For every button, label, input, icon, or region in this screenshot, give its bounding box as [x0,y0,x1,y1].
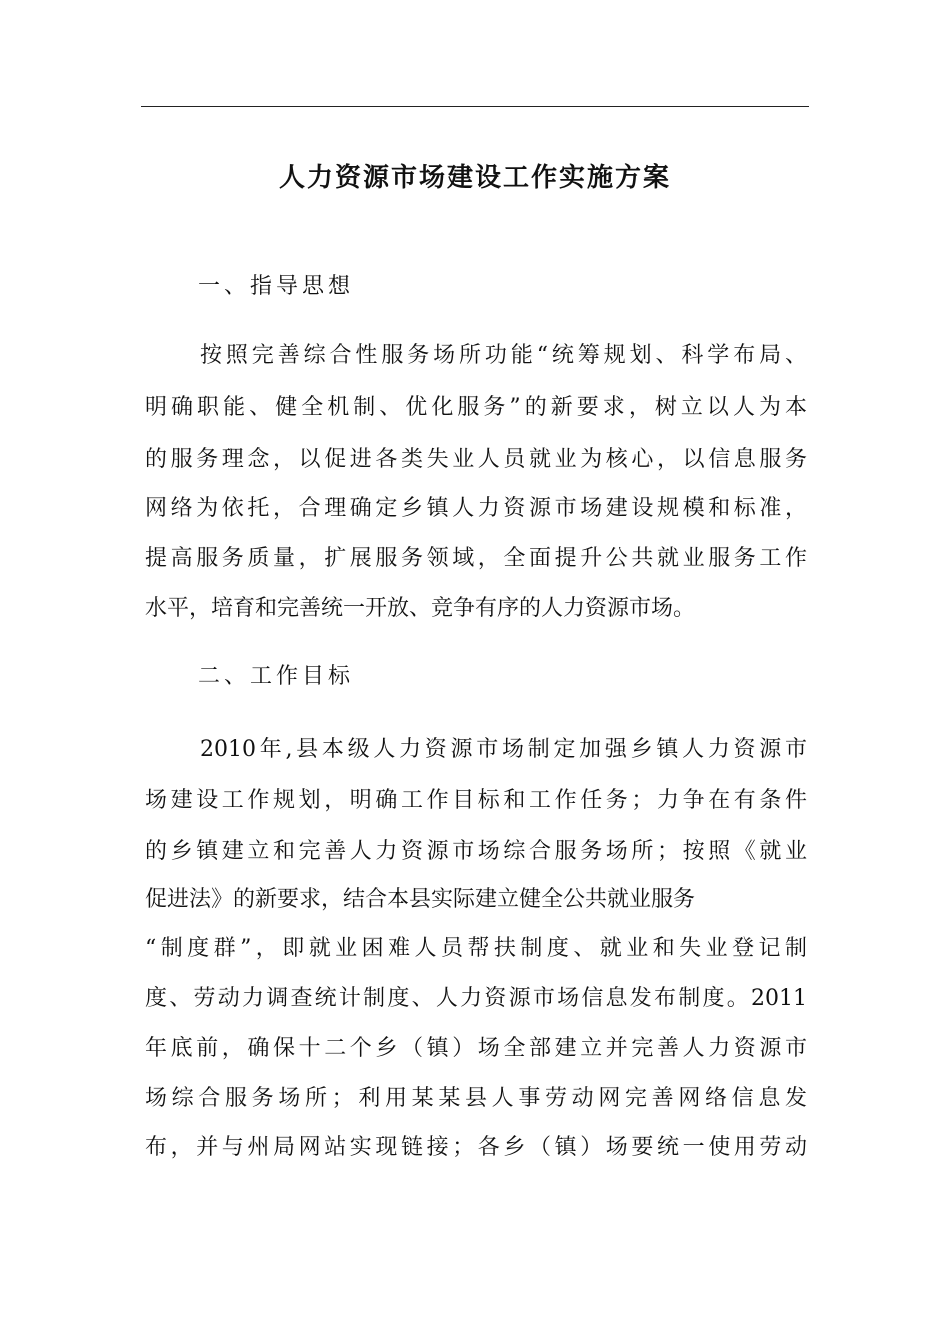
paragraph-line: 的服务理念，以促进各类失业人员就业为核心，以信息服务 [145,447,807,472]
section-heading-guiding-ideology: 一、指导思想 [198,274,355,299]
paragraph-line: 场建设工作规划，明确工作目标和工作任务；力争在有条件 [145,788,807,813]
paragraph-line: 布，并与州局网站实现链接；各乡（镇）场要统一使用劳动 [145,1135,807,1160]
paragraph-line: “制度群”，即就业困难人员帮扶制度、就业和失业登记制 [145,936,807,961]
paragraph-line: 网络为依托，合理确定乡镇人力资源市场建设规模和标准， [145,496,807,521]
paragraph-line: 水平，培育和完善统一开放、竞争有序的人力资源市场。 [145,596,696,621]
header-rule [141,106,809,107]
section-heading-work-goals: 二、工作目标 [198,664,355,689]
paragraph-line: 度、劳动力调查统计制度、人力资源市场信息发布制度。2011 [145,986,807,1011]
paragraph-line: 2010年,县本级人力资源市场制定加强乡镇人力资源市 [200,737,807,762]
paragraph-line: 年底前，确保十二个乡（镇）场全部建立并完善人力资源市 [145,1036,807,1061]
paragraph-line: 促进法》的新要求，结合本县实际建立健全公共就业服务 [145,887,696,912]
paragraph-line: 提高服务质量，扩展服务领域，全面提升公共就业服务工作 [145,546,807,571]
paragraph-line: 明确职能、健全机制、优化服务”的新要求，树立以人为本 [145,395,807,420]
paragraph-line: 按照完善综合性服务场所功能“统筹规划、科学布局、 [200,343,807,368]
paragraph-line: 场综合服务场所；利用某某县人事劳动网完善网络信息发 [145,1086,807,1111]
paragraph-line: 的乡镇建立和完善人力资源市场综合服务场所；按照《就业 [145,839,807,864]
document-title: 人力资源市场建设工作实施方案 [278,163,671,193]
